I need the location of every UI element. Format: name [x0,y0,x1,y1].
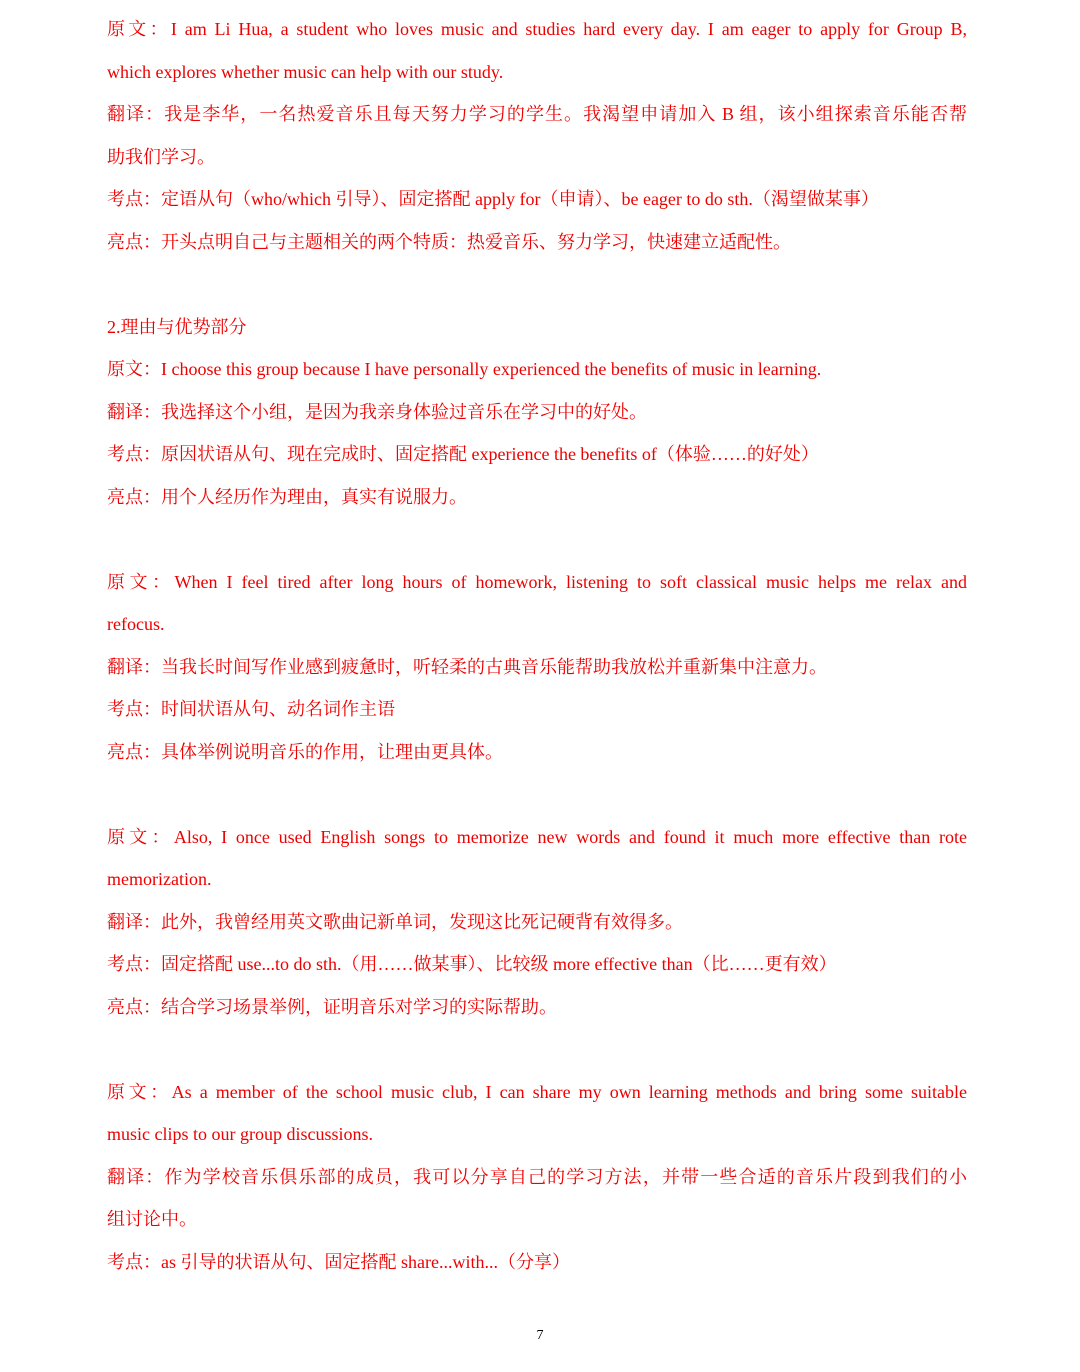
exam-points-line: 考点：as 引导的状语从句、固定搭配 share...with...（分享） [107,1251,570,1272]
highlight-line: 亮点：用个人经历作为理由，真实有说服力。 [107,486,467,507]
original-text-line: 原文：Also, I once used English songs to memorize new words and found it much more effective than rote [107,826,967,847]
highlight-line: 亮点：具体举例说明音乐的作用，让理由更具体。 [107,741,503,762]
translation-line: 翻译：我是李华，一名热爱音乐且每天努力学习的学生。我渴望申请加入 B 组，该小组探索音乐能否帮 [107,104,967,124]
original-text-line: music clips to our group discussions. [107,1124,373,1144]
section-4 [107,816,967,1029]
original-text-line: which explores whether music can help with our study. [107,61,504,82]
translation-line: 翻译：此外，我曾经用英文歌曲记新单词，发现这比死记硬背有效得多。 [107,911,683,932]
spacer [107,263,967,306]
document-content [107,8,967,1283]
page-number: 7 [536,1328,544,1343]
exam-points-line: 考点：时间状语从句、动名词作主语 [107,699,395,719]
exam-points-line: 考点：定语从句（who/which 引导）、固定搭配 apply for（申请）、be eager to do sth.（渴望做某事） [107,189,879,209]
original-text-line: memorization. [107,869,212,889]
spacer [107,518,967,561]
spacer [107,773,967,816]
original-text-line: 原文：I am Li Hua, a student who loves music and studies hard every day. I am eager to apply for Group B, [107,19,967,39]
exam-points-line: 考点：原因状语从句、现在完成时、固定搭配 experience the benefits of（体验……的好处） [107,444,819,464]
translation-line: 翻译：我选择这个小组，是因为我亲身体验过音乐在学习中的好处。 [107,401,647,422]
spacer [107,1028,967,1071]
original-text-line: 原文：When I feel tired after long hours of homework, listening to soft classical music helps me relax and [107,571,967,592]
translation-line: 翻译：当我长时间写作业感到疲惫时，听轻柔的古典音乐能帮助我放松并重新集中注意力。 [107,656,827,677]
highlight-line: 亮点：结合学习场景举例，证明音乐对学习的实际帮助。 [107,996,557,1017]
section-1 [107,8,967,263]
highlight-line: 亮点：开头点明自己与主题相关的两个特质：热爱音乐、努力学习，快速建立适配性。 [107,231,791,252]
section-2 [107,348,967,518]
section-3 [107,561,967,774]
translation-line: 助我们学习。 [107,146,215,167]
translation-line: 组讨论中。 [107,1209,197,1229]
translation-line: 翻译：作为学校音乐俱乐部的成员，我可以分享自己的学习方法，并带一些合适的音乐片段到我们的小 [107,1166,967,1187]
section-5 [107,1071,967,1284]
original-text-line: 原文：As a member of the school music club, I can share my own learning methods and bring some suitable [107,1081,967,1102]
section-heading: 2.理由与优势部分 [107,316,247,337]
exam-points-line: 考点：固定搭配 use...to do sth.（用……做某事）、比较级 more effective than（比……更有效） [107,954,837,974]
original-text-line: 原文：I choose this group because I have personally experienced the benefits of music in learning. [107,359,822,379]
original-text-line: refocus. [107,614,165,634]
